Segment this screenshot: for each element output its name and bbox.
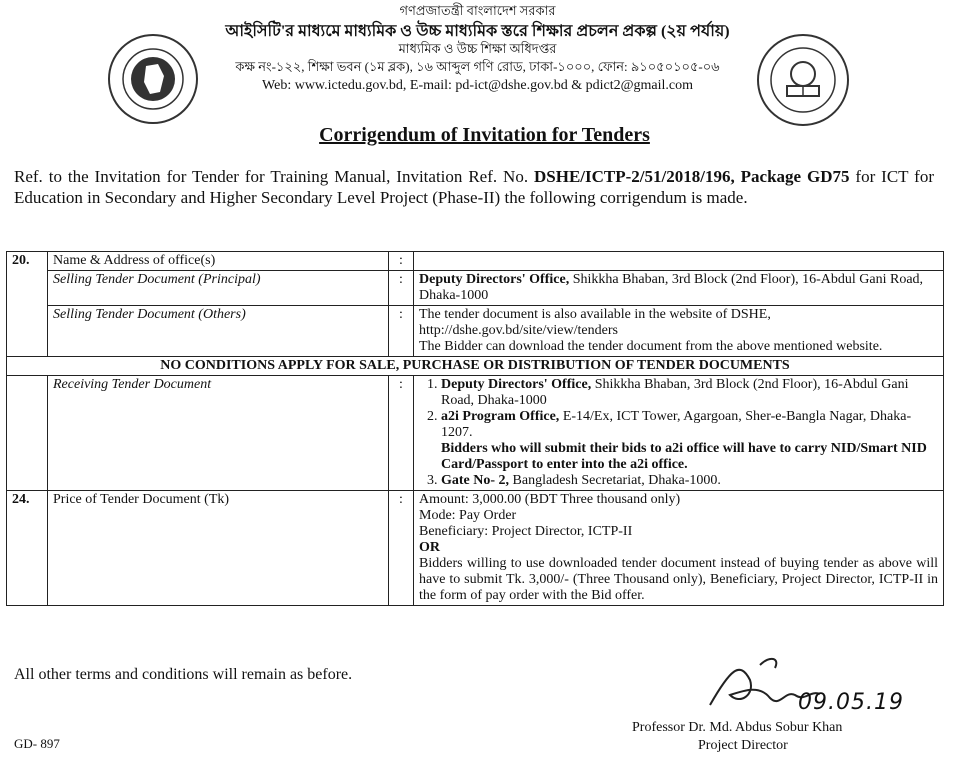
list-item: 2. a2i Program Office, E-14/Ex, ICT Tower, Agargoan, Sher-e-Bangla Nagar, Dhaka-1207. Bidders who will submit their bids to a2i office will have to carry NID/Smart NID Card/Passport to enter into the a2i office. <box>441 409 938 473</box>
project-name: আইসিটি'র মাধ্যমে মাধ্যমিক ও উচ্চ মাধ্যমিক স্তরে শিক্ষার প্রচলন প্রকল্প (২য় পর্যায়) <box>225 23 730 40</box>
gd-number: GD- 897 <box>14 736 60 751</box>
colon: : <box>389 491 414 606</box>
table-row <box>7 491 944 606</box>
dshe-tenders-link[interactable]: http://dshe.gov.bd/site/view/tenders <box>419 323 618 338</box>
table-row <box>7 306 944 357</box>
corrigendum-table <box>6 251 944 606</box>
signatory-designation: Project Director <box>698 738 788 753</box>
intro-text-1: Ref. to the Invitation for Tender for Training Manual, Invitation Ref. No. <box>14 167 534 186</box>
letterhead <box>0 0 969 122</box>
colon: : <box>389 306 414 357</box>
list-item: 3. Gate No- 2, Bangladesh Secretariat, Dhaka-1000. <box>441 473 938 489</box>
name-address-label: Name & Address of office(s) <box>48 252 389 271</box>
receiving-label: Receiving Tender Document <box>48 376 389 491</box>
price-value: Amount: 3,000.00 (BDT Three thousand only) Mode: Pay Order Beneficiary: Project Director, ICTP-II OR Bidders willing to use downloaded tender document instead of buying tender as above will have to submit Tk. 3,000/- (Three Thousand only), Beneficiary, Project Director, ICTP-II in the form of pay order with the Bid offer. <box>414 491 944 606</box>
signature-date: 09.05.19 <box>798 690 904 715</box>
selling-principal-value: Deputy Directors' Office, Shikkha Bhaban, 3rd Block (2nd Floor), 16-Abdul Gani Road, Dhaka-1000 <box>414 271 944 306</box>
colon: : <box>389 271 414 306</box>
signature-block <box>600 650 940 770</box>
education-seal-logo <box>757 34 849 126</box>
signatory-name: Professor Dr. Md. Abdus Sobur Khan <box>632 720 843 735</box>
table-row <box>7 376 944 491</box>
government-seal-logo <box>108 34 198 124</box>
name-address-value <box>414 252 944 271</box>
web-email-line: Web: www.ictedu.gov.bd, E-mail: pd-ict@dshe.gov.bd & pdict2@gmail.com <box>262 78 693 93</box>
selling-others-value: The tender document is also available in the website of DSHE, http://dshe.gov.bd/site/view/tenders The Bidder can download the tender document from the above mentioned website. <box>414 306 944 357</box>
selling-principal-label: Selling Tender Document (Principal) <box>48 271 389 306</box>
price-label: Price of Tender Document (Tk) <box>48 491 389 606</box>
invitation-ref-no: DSHE/ICTP-2/51/2018/196, Package GD75 <box>534 167 850 186</box>
table-row <box>7 271 944 306</box>
row-number-empty <box>7 376 48 491</box>
colon: : <box>389 376 414 491</box>
row-number: 24. <box>7 491 48 606</box>
office-address: কক্ষ নং-১২২, শিক্ষা ভবন (১ম ব্লক), ১৬ আব্দুল গণি রোড, ঢাকা-১০০০, ফোন: ৯১০৫০১০৫-০৬ <box>235 59 720 74</box>
intro-paragraph <box>14 166 934 208</box>
no-conditions-banner: NO CONDITIONS APPLY FOR SALE, PURCHASE OR DISTRIBUTION OF TENDER DOCUMENTS <box>7 357 944 376</box>
table-row <box>7 357 944 376</box>
list-item: 1. Deputy Directors' Office, Shikkha Bhaban, 3rd Block (2nd Floor), 16-Abdul Gani Road, Dhaka-1000 <box>441 377 938 409</box>
closing-statement: All other terms and conditions will remain as before. <box>14 666 353 683</box>
table-row <box>7 252 944 271</box>
letterhead-line-1: গণপ্রজাতন্ত্রী বাংলাদেশ সরকার <box>399 3 556 18</box>
intro-text-2: for ICT for Education in Secondary and Higher Secondary Level Project (Phase-II) the following corrigendum is made. <box>14 167 934 207</box>
directorate-name: মাধ্যমিক ও উচ্চ শিক্ষা অধিদপ্তর <box>398 41 557 56</box>
colon: : <box>389 252 414 271</box>
page-title: Corrigendum of Invitation for Tenders <box>319 124 650 146</box>
receiving-value <box>414 376 944 491</box>
row-number: 20. <box>7 252 48 357</box>
a2i-note: Bidders who will submit their bids to a2i office will have to carry NID/Smart NID Card/Passport to enter into the a2i office. <box>441 441 927 472</box>
selling-others-label: Selling Tender Document (Others) <box>48 306 389 357</box>
